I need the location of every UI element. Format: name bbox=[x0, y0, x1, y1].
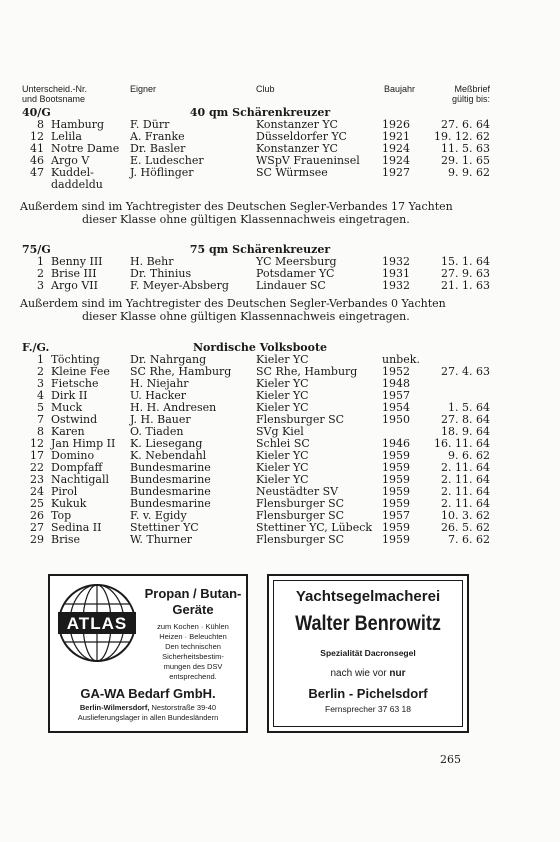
certificate-date: 9. 6. 62 bbox=[448, 449, 490, 462]
ad-heading-line2: Geräte bbox=[172, 602, 214, 617]
row-number: 8 bbox=[37, 118, 44, 131]
build-year: 1948 bbox=[382, 377, 410, 390]
owner-name: F. v. Egidy bbox=[130, 509, 187, 522]
row-number: 12 bbox=[30, 130, 44, 143]
row-number: 41 bbox=[30, 142, 44, 155]
table-row bbox=[0, 280, 560, 292]
owner-name: W. Thurner bbox=[130, 533, 192, 546]
build-year: 1927 bbox=[382, 166, 410, 179]
owner-name: F. Dürr bbox=[130, 118, 170, 131]
owner-name: A. Franke bbox=[130, 130, 185, 143]
build-year: unbek. bbox=[382, 353, 420, 366]
club-name: Konstanzer YC bbox=[256, 142, 338, 155]
owner-name: H. Niejahr bbox=[130, 377, 189, 390]
club-name: Kieler YC bbox=[256, 389, 309, 402]
club-name: Flensburger SC bbox=[256, 509, 345, 522]
owner-name: E. Ludescher bbox=[130, 154, 204, 167]
boat-name: Karen bbox=[51, 425, 85, 438]
owner-name: H. H. Andresen bbox=[130, 401, 217, 414]
boat-name: Top bbox=[51, 509, 72, 522]
row-number: 1 bbox=[37, 353, 44, 366]
advertisement-atlas bbox=[48, 574, 248, 733]
boat-name: Pirol bbox=[51, 485, 78, 498]
header-cert-line2: gültig bis: bbox=[451, 94, 490, 104]
boat-name: daddeldu bbox=[51, 178, 103, 191]
boat-name: Dirk II bbox=[51, 389, 88, 402]
build-year: 1931 bbox=[382, 267, 410, 280]
boat-name: Argo VII bbox=[51, 279, 98, 292]
build-year: 1959 bbox=[382, 449, 410, 462]
club-name: YC Meersburg bbox=[256, 255, 337, 268]
header-certificate bbox=[436, 84, 490, 104]
build-year: 1957 bbox=[382, 509, 410, 522]
owner-name: Bundesmarine bbox=[130, 497, 211, 510]
club-name: Düsseldorfer YC bbox=[256, 130, 347, 143]
certificate-date: 19. 12. 62 bbox=[434, 130, 490, 143]
header-col1-line1: Unterscheid.-Nr. bbox=[22, 84, 88, 94]
certificate-date: 18. 9. 64 bbox=[441, 425, 490, 438]
boat-name: Muck bbox=[51, 401, 83, 414]
build-year: 1954 bbox=[382, 401, 410, 414]
club-name: Flensburger SC bbox=[256, 497, 345, 510]
owner-name: Dr. Thinius bbox=[130, 267, 192, 280]
certificate-date: 16. 11. 64 bbox=[434, 437, 490, 450]
row-number: 29 bbox=[30, 533, 44, 546]
section-code: 75/G bbox=[22, 243, 51, 256]
club-name: Flensburger SC bbox=[256, 413, 345, 426]
table-row bbox=[0, 179, 560, 191]
certificate-date: 27. 4. 63 bbox=[441, 365, 490, 378]
boat-name: Brise III bbox=[51, 267, 97, 280]
club-name: Kieler YC bbox=[256, 377, 309, 390]
build-year: 1959 bbox=[382, 533, 410, 546]
boat-name: Domino bbox=[51, 449, 95, 462]
club-name: Kieler YC bbox=[256, 461, 309, 474]
build-year: 1959 bbox=[382, 485, 410, 498]
certificate-date: 27. 6. 64 bbox=[441, 118, 490, 131]
owner-name: Dr. Basler bbox=[130, 142, 186, 155]
row-number: 47 bbox=[30, 166, 44, 179]
owner-name: Bundesmarine bbox=[130, 461, 211, 474]
club-name: Kieler YC bbox=[256, 401, 309, 414]
club-name: Lindauer SC bbox=[256, 279, 326, 292]
owner-name: Stettiner YC bbox=[130, 521, 199, 534]
build-year: 1957 bbox=[382, 389, 410, 402]
owner-name: K. Liesegang bbox=[130, 437, 203, 450]
certificate-date: 11. 5. 63 bbox=[441, 142, 490, 155]
owner-name: K. Nebendahl bbox=[130, 449, 207, 462]
boat-name: Jan Himp II bbox=[51, 437, 116, 450]
row-number: 1 bbox=[37, 255, 44, 268]
certificate-date: 9. 9. 62 bbox=[448, 166, 490, 179]
club-name: SC Rhe, Hamburg bbox=[256, 365, 358, 378]
ad-phone: Fernsprecher 37 63 18 bbox=[325, 704, 411, 714]
build-year: 1921 bbox=[382, 130, 410, 143]
ad-heading bbox=[142, 586, 244, 618]
club-name: Kieler YC bbox=[256, 449, 309, 462]
build-year: 1926 bbox=[382, 118, 410, 131]
build-year: 1924 bbox=[382, 142, 410, 155]
certificate-date: 29. 1. 65 bbox=[441, 154, 490, 167]
ad-desc-line: zum Kochen · Kühlen bbox=[157, 622, 229, 631]
row-number: 27 bbox=[30, 521, 44, 534]
build-year: 1959 bbox=[382, 521, 410, 534]
owner-name: F. Meyer-Absberg bbox=[130, 279, 229, 292]
ad-address-street: Nestorstraße 39-40 bbox=[149, 703, 217, 712]
club-name: Schlei SC bbox=[256, 437, 310, 450]
certificate-date: 2. 11. 64 bbox=[441, 497, 490, 510]
section-note bbox=[20, 297, 520, 323]
build-year: 1959 bbox=[382, 461, 410, 474]
club-name: Stettiner YC, Lübeck bbox=[256, 521, 373, 534]
ad-name: Walter Benrowitz bbox=[295, 612, 441, 635]
build-year: 1952 bbox=[382, 365, 410, 378]
row-number: 3 bbox=[37, 279, 44, 292]
boat-name: Notre Dame bbox=[51, 142, 120, 155]
certificate-date: 10. 3. 62 bbox=[441, 509, 490, 522]
build-year: 1959 bbox=[382, 473, 410, 486]
certificate-date: 15. 1. 64 bbox=[441, 255, 490, 268]
note-line2: dieser Klasse ohne gültigen Klassennachweis eingetragen. bbox=[82, 213, 410, 226]
section-code: 40/G bbox=[22, 106, 51, 119]
row-number: 3 bbox=[37, 377, 44, 390]
section-note bbox=[20, 200, 520, 226]
owner-name: J. H. Bauer bbox=[130, 413, 191, 426]
club-name: Kieler YC bbox=[256, 353, 309, 366]
boat-name: Brise bbox=[51, 533, 81, 546]
build-year: 1932 bbox=[382, 279, 410, 292]
row-number: 12 bbox=[30, 437, 44, 450]
ad-footer: Auslieferungslager in allen Bundesländern bbox=[77, 713, 219, 722]
row-number: 26 bbox=[30, 509, 44, 522]
owner-name: Bundesmarine bbox=[130, 473, 211, 486]
owner-name: U. Hacker bbox=[130, 389, 186, 402]
boat-name: Benny III bbox=[51, 255, 103, 268]
header-owner: Eigner bbox=[130, 84, 157, 94]
club-name: SC Würmsee bbox=[256, 166, 328, 179]
row-number: 8 bbox=[37, 425, 44, 438]
club-name: WSpV Fraueninsel bbox=[256, 154, 360, 167]
boat-name: Dompfaff bbox=[51, 461, 103, 474]
header-boat-column bbox=[22, 84, 87, 104]
boat-name: Ostwind bbox=[51, 413, 98, 426]
note-line2: dieser Klasse ohne gültigen Klassennachweis eingetragen. bbox=[82, 310, 410, 323]
build-year: 1946 bbox=[382, 437, 410, 450]
section-title: 40 qm Schärenkreuzer bbox=[189, 106, 331, 119]
club-name: Neustädter SV bbox=[256, 485, 339, 498]
build-year: 1924 bbox=[382, 154, 410, 167]
owner-name: H. Behr bbox=[130, 255, 174, 268]
ad-desc-line: entsprechend. bbox=[169, 672, 217, 681]
certificate-date: 1. 5. 64 bbox=[448, 401, 490, 414]
ad-desc-line: Sicherheitsbestim- bbox=[162, 652, 224, 661]
certificate-date: 21. 1. 63 bbox=[441, 279, 490, 292]
ad-company: GA-WA Bedarf GmbH. bbox=[80, 686, 216, 701]
section-title: Nordische Volksboote bbox=[192, 341, 328, 354]
boat-name: Kukuk bbox=[51, 497, 87, 510]
boat-name: Lelila bbox=[51, 130, 82, 143]
boat-name: Hamburg bbox=[51, 118, 105, 131]
advertisement-benrowitz bbox=[267, 574, 469, 733]
boat-name: Töchting bbox=[51, 353, 100, 366]
build-year: 1959 bbox=[382, 497, 410, 510]
ad-address-city: Berlin-Wilmersdorf, bbox=[79, 703, 150, 712]
row-number: 2 bbox=[37, 267, 44, 280]
row-number: 24 bbox=[30, 485, 44, 498]
header-col1-line2: und Bootsname bbox=[22, 94, 86, 104]
ad-desc-line: Heizen · Beleuchten bbox=[159, 632, 227, 641]
ad-specialty: Spezialität Dacronsegel bbox=[320, 648, 416, 658]
certificate-date: 2. 11. 64 bbox=[441, 473, 490, 486]
club-name: Potsdamer YC bbox=[256, 267, 335, 280]
ad-slogan-pre: nach wie vor bbox=[330, 668, 390, 679]
section-title: 75 qm Schärenkreuzer bbox=[189, 243, 331, 256]
note-line1: Außerdem sind im Yachtregister des Deutschen Segler-Verbandes 17 Yachten bbox=[20, 200, 453, 213]
row-number: 2 bbox=[37, 365, 44, 378]
ad-heading-line1: Propan / Butan- bbox=[144, 586, 242, 601]
ad-description bbox=[142, 622, 244, 682]
owner-name: Dr. Nahrgang bbox=[130, 353, 207, 366]
certificate-date: 7. 6. 62 bbox=[448, 533, 490, 546]
boat-name: Kuddel- bbox=[51, 166, 94, 179]
club-name: Flensburger SC bbox=[256, 533, 345, 546]
certificate-date: 27. 8. 64 bbox=[441, 413, 490, 426]
section-code: F./G. bbox=[22, 341, 50, 354]
page-number: 265 bbox=[440, 753, 461, 766]
boat-name: Sedina II bbox=[51, 521, 102, 534]
row-number: 5 bbox=[37, 401, 44, 414]
boat-name: Argo V bbox=[51, 154, 90, 167]
row-number: 7 bbox=[37, 413, 44, 426]
boat-name: Nachtigall bbox=[51, 473, 110, 486]
row-number: 4 bbox=[37, 389, 44, 402]
owner-name: Bundesmarine bbox=[130, 485, 211, 498]
certificate-date: 26. 5. 62 bbox=[441, 521, 490, 534]
header-year: Baujahr bbox=[384, 84, 416, 94]
ad-slogan bbox=[269, 668, 467, 680]
row-number: 17 bbox=[30, 449, 44, 462]
certificate-date: 2. 11. 64 bbox=[441, 461, 490, 474]
header-club: Club bbox=[256, 84, 275, 94]
owner-name: J. Höflinger bbox=[130, 166, 194, 179]
header-cert-line1: Meßbrief bbox=[454, 84, 490, 94]
row-number: 25 bbox=[30, 497, 44, 510]
certificate-date: 27. 9. 63 bbox=[441, 267, 490, 280]
table-row bbox=[0, 534, 560, 546]
row-number: 46 bbox=[30, 154, 44, 167]
ad-slogan-bold: nur bbox=[389, 668, 406, 679]
ad-desc-line: mungen des DSV bbox=[163, 662, 223, 671]
owner-name: SC Rhe, Hamburg bbox=[130, 365, 232, 378]
boat-name: Fietsche bbox=[51, 377, 99, 390]
certificate-date: 2. 11. 64 bbox=[441, 485, 490, 498]
ad-desc-line: Den technischen bbox=[165, 642, 221, 651]
row-number: 23 bbox=[30, 473, 44, 486]
logo-text: ATLAS bbox=[66, 614, 128, 633]
boat-name: Kleine Fee bbox=[51, 365, 110, 378]
build-year: 1932 bbox=[382, 255, 410, 268]
club-name: Konstanzer YC bbox=[256, 118, 338, 131]
ad-address bbox=[50, 703, 246, 713]
row-number: 22 bbox=[30, 461, 44, 474]
owner-name: O. Tiaden bbox=[130, 425, 184, 438]
club-name: SVg Kiel bbox=[256, 425, 304, 438]
build-year: 1950 bbox=[382, 413, 410, 426]
club-name: Kieler YC bbox=[256, 473, 309, 486]
note-line1: Außerdem sind im Yachtregister des Deutschen Segler-Verbandes 0 Yachten bbox=[20, 297, 446, 310]
ad-location: Berlin - Pichelsdorf bbox=[308, 686, 428, 701]
ad-title: Yachtsegelmacherei bbox=[295, 588, 441, 605]
